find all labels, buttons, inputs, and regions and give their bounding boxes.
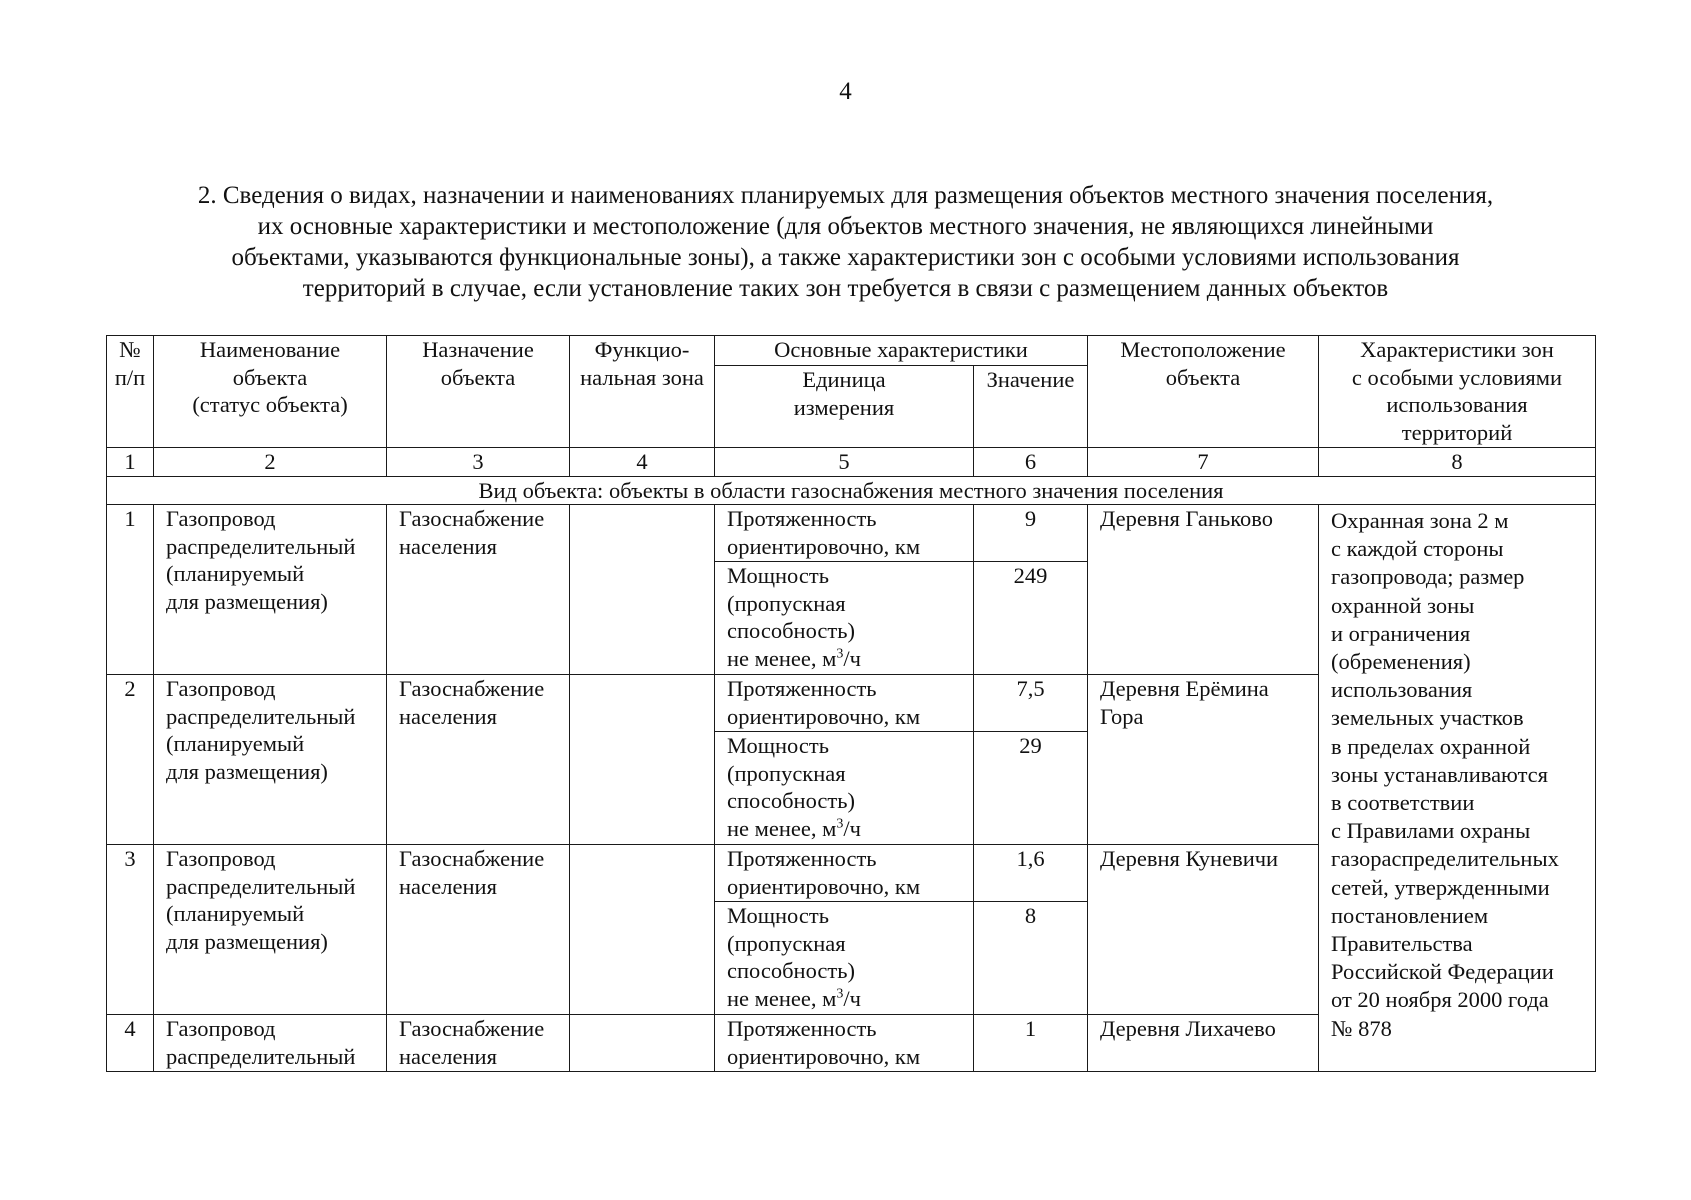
group-row <box>107 476 1596 505</box>
column-number: 3 <box>387 448 570 477</box>
power-unit: Мощность (пропускная способность) не менее, $м^3/ч$ <box>715 732 974 845</box>
zone-characteristics-note: Охранная зона 2 м с каждой стороны газопровода; размер охранной зоны и ограничения (обременения) использования земельных участков в пределах охранной зоны устанавливаются в соответствии с Правилами охраны газораспределительных сетей, утвержденными постановлением Правительства Российской Федерации от 20 ноября 2000 года № 878 <box>1319 505 1596 1072</box>
power-unit: Мощность (пропускная способность) не менее, $м^3/ч$ <box>715 902 974 1015</box>
header-main-characteristics: Основные характеристики <box>715 336 1088 366</box>
column-number: 6 <box>974 448 1088 477</box>
object-name: Газопровод распределительный (планируемый для размещения) <box>154 845 387 1015</box>
column-numbers-row <box>107 448 1596 477</box>
header-func-zone: Функцио- нальная зона <box>570 336 715 448</box>
power-value: 8 <box>974 902 1088 1015</box>
header-location: Местоположение объекта <box>1088 336 1319 448</box>
functional-zone <box>570 845 715 1015</box>
object-name: Газопровод распределительный <box>154 1015 387 1072</box>
column-number: 7 <box>1088 448 1319 477</box>
header-unit: Единица измерения <box>715 366 974 448</box>
heading-line: территорий в случае, если установление таких зон требуется в связи с размещением данных объектов <box>302 275 1389 302</box>
row-number: 3 <box>107 845 154 1015</box>
column-number: 4 <box>570 448 715 477</box>
power-value: 29 <box>974 732 1088 845</box>
length-unit: Протяженность ориентировочно, км <box>715 505 974 562</box>
planned-objects-table <box>106 335 1596 1072</box>
column-number: 1 <box>107 448 154 477</box>
column-number: 5 <box>715 448 974 477</box>
object-name: Газопровод распределительный (планируемый для размещения) <box>154 675 387 845</box>
heading-line: 2. Сведения о видах, назначении и наименованиях планируемых для размещения объектов местного значения поселения, <box>197 182 1494 209</box>
functional-zone <box>570 505 715 675</box>
row-number: 2 <box>107 675 154 845</box>
header-value: Значение <box>974 366 1088 448</box>
length-value: 9 <box>974 505 1088 562</box>
section-heading <box>100 180 1591 304</box>
header-zone-characteristics: Характеристики зон с особыми условиями использования территорий <box>1319 336 1596 448</box>
power-value: 249 <box>974 562 1088 675</box>
column-number: 8 <box>1319 448 1596 477</box>
object-location: Деревня Лихачево <box>1088 1015 1319 1072</box>
power-unit: Мощность (пропускная способность) не менее, $м^3/ч$ <box>715 562 974 675</box>
object-purpose: Газоснабжение населения <box>387 505 570 675</box>
row-number: 4 <box>107 1015 154 1072</box>
header-purpose: Назначение объекта <box>387 336 570 448</box>
object-name: Газопровод распределительный (планируемый для размещения) <box>154 505 387 675</box>
group-label: Вид объекта: объекты в области газоснабжения местного значения поселения <box>107 476 1596 505</box>
length-unit: Протяженность ориентировочно, км <box>715 845 974 902</box>
length-unit: Протяженность ориентировочно, км <box>715 675 974 732</box>
table-row <box>107 505 1596 562</box>
length-value: 1 <box>974 1015 1088 1072</box>
heading-line: объектами, указываются функциональные зоны), а также характеристики зон с особыми условиями использования <box>231 244 1460 271</box>
column-number: 2 <box>154 448 387 477</box>
heading-line: их основные характеристики и местоположение (для объектов местного значения, не являющихся линейными <box>257 213 1434 240</box>
object-purpose: Газоснабжение населения <box>387 1015 570 1072</box>
page-number: 4 <box>839 78 852 105</box>
header-name: Наименование объекта (статус объекта) <box>154 336 387 448</box>
object-location: Деревня Ерёмина Гора <box>1088 675 1319 845</box>
object-purpose: Газоснабжение населения <box>387 845 570 1015</box>
functional-zone <box>570 675 715 845</box>
length-value: 7,5 <box>974 675 1088 732</box>
length-value: 1,6 <box>974 845 1088 902</box>
header-num: № п/п <box>107 336 154 448</box>
object-location: Деревня Куневичи <box>1088 845 1319 1015</box>
object-purpose: Газоснабжение населения <box>387 675 570 845</box>
length-unit: Протяженность ориентировочно, км <box>715 1015 974 1072</box>
object-location: Деревня Ганьково <box>1088 505 1319 675</box>
row-number: 1 <box>107 505 154 675</box>
functional-zone <box>570 1015 715 1072</box>
